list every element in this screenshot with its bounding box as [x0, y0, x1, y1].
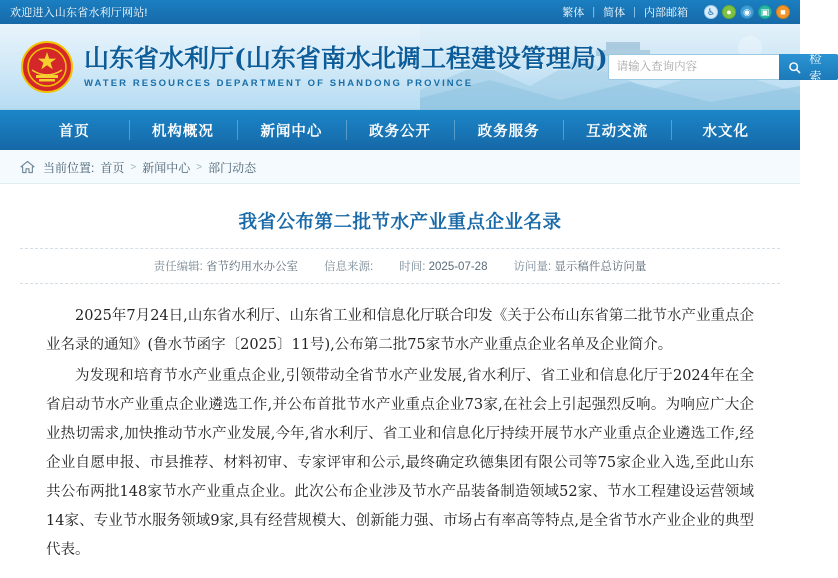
home-icon: [20, 160, 35, 174]
meta-source-label: 信息来源:: [324, 261, 374, 273]
nav-item-interaction[interactable]: 互动交流: [563, 110, 672, 150]
nav-item-news[interactable]: 新闻中心: [237, 110, 346, 150]
nav-item-water-culture[interactable]: 水文化: [671, 110, 780, 150]
weibo-icon[interactable]: ◉: [740, 5, 754, 19]
article-paragraph: 为发现和培育节水产业重点企业,引领带动全省节水产业发展,省水利厅、省工业和信息化厅于2024年在全省启动节水产业重点企业遴选工作,并公布首批节水产业重点企业73家,在社会上引起强烈反响。为响应广大企业热切需求,加快推动节水产业发展,今年,省水利厅、省工业和信息化厅持续开展节水产业重点企业遴选工作,经企业自愿申报、市县推荐、材料初审、专家评审和公示,最终确定玖德集团有限公司等75家企业入选,至此山东共公布两批148家节水产业重点企业。此次公布企业涉及节水产品装备制造领域52家、节水工程建设运营领域14家、专业节水服务领域9家,具有经营规模大、创新能力强、市场占有率高等特点,是全省节水产业企业的典型代表。: [46, 368, 754, 558]
article-container: [20, 184, 780, 565]
nav-item-home[interactable]: 首页: [58, 123, 90, 140]
breadcrumb-item-home[interactable]: 首页: [100, 160, 125, 175]
header-inner: [20, 24, 822, 110]
main-nav-inner: [20, 110, 780, 150]
breadcrumb-item-news[interactable]: 新闻中心: [142, 160, 191, 175]
search-button[interactable]: [779, 52, 838, 84]
divider: |: [592, 6, 596, 18]
site-title-cn: 山东省水利厅(山东省南水北调工程建设管理局): [84, 44, 608, 74]
main-nav: [0, 110, 800, 150]
article-body: [20, 284, 780, 565]
meta-views-value: 显示稿件总访问量: [554, 261, 647, 273]
accessibility-icon[interactable]: ♿: [704, 5, 718, 19]
top-icon-group: [704, 5, 790, 19]
mobile-icon[interactable]: ■: [776, 5, 790, 19]
app-icon[interactable]: ▣: [758, 5, 772, 19]
page-title: 我省公布第二批节水产业重点企业名录: [238, 212, 562, 233]
breadcrumb-label: 当前位置:: [43, 160, 95, 175]
site-title-block: [84, 45, 608, 89]
site-search: [608, 52, 838, 84]
search-input[interactable]: [608, 54, 779, 80]
breadcrumb-band: [0, 150, 800, 184]
meta-views: [513, 258, 646, 274]
meta-source: [324, 258, 373, 274]
article-meta: [20, 248, 780, 284]
national-emblem-icon: [20, 40, 74, 94]
lang-traditional-link[interactable]: 繁体: [562, 7, 585, 19]
meta-editor-value: 省节约用水办公室: [206, 261, 299, 273]
site-title-en: WATER RESOURCES DEPARTMENT OF SHANDONG PROVINCE: [84, 77, 474, 89]
meta-editor-label: 责任编辑:: [153, 261, 203, 273]
meta-time-value: 2025-07-28: [428, 261, 488, 273]
breadcrumb-separator: >: [196, 161, 203, 173]
site-header: [0, 24, 822, 110]
divider: |: [633, 6, 636, 18]
welcome-text: 欢迎进入山东省水利厅网站!: [10, 7, 148, 19]
nav-item-overview[interactable]: 机构概况: [129, 110, 238, 150]
meta-editor: [154, 258, 298, 274]
breadcrumb: [20, 150, 780, 184]
wechat-icon[interactable]: ●: [722, 5, 736, 19]
meta-views-label: 访问量:: [513, 261, 552, 273]
meta-time: [399, 258, 487, 274]
internal-mail-link[interactable]: 内部邮箱: [644, 7, 688, 19]
top-utility-bar: [0, 0, 800, 24]
nav-item-gov-disclosure[interactable]: 政务公开: [346, 110, 455, 150]
lang-simplified-link[interactable]: 简体: [603, 7, 626, 19]
nav-item-gov-services[interactable]: 政务服务: [454, 110, 563, 150]
article-paragraph: 2025年7月24日,山东省水利厅、山东省工业和信息化厅联合印发《关于公布山东省第二批节水产业重点企业名录的通知》(鲁水节函字〔2025〕11号),公布第二批75家节水产业重点企业名单及企业简介。: [46, 308, 754, 353]
breadcrumb-separator: >: [130, 161, 137, 173]
meta-time-label: 时间:: [399, 261, 426, 273]
search-button-label: 检索: [809, 52, 822, 84]
top-links: [562, 4, 790, 20]
breadcrumb-item-dept-news[interactable]: 部门动态: [208, 160, 257, 175]
search-icon: [788, 61, 801, 74]
